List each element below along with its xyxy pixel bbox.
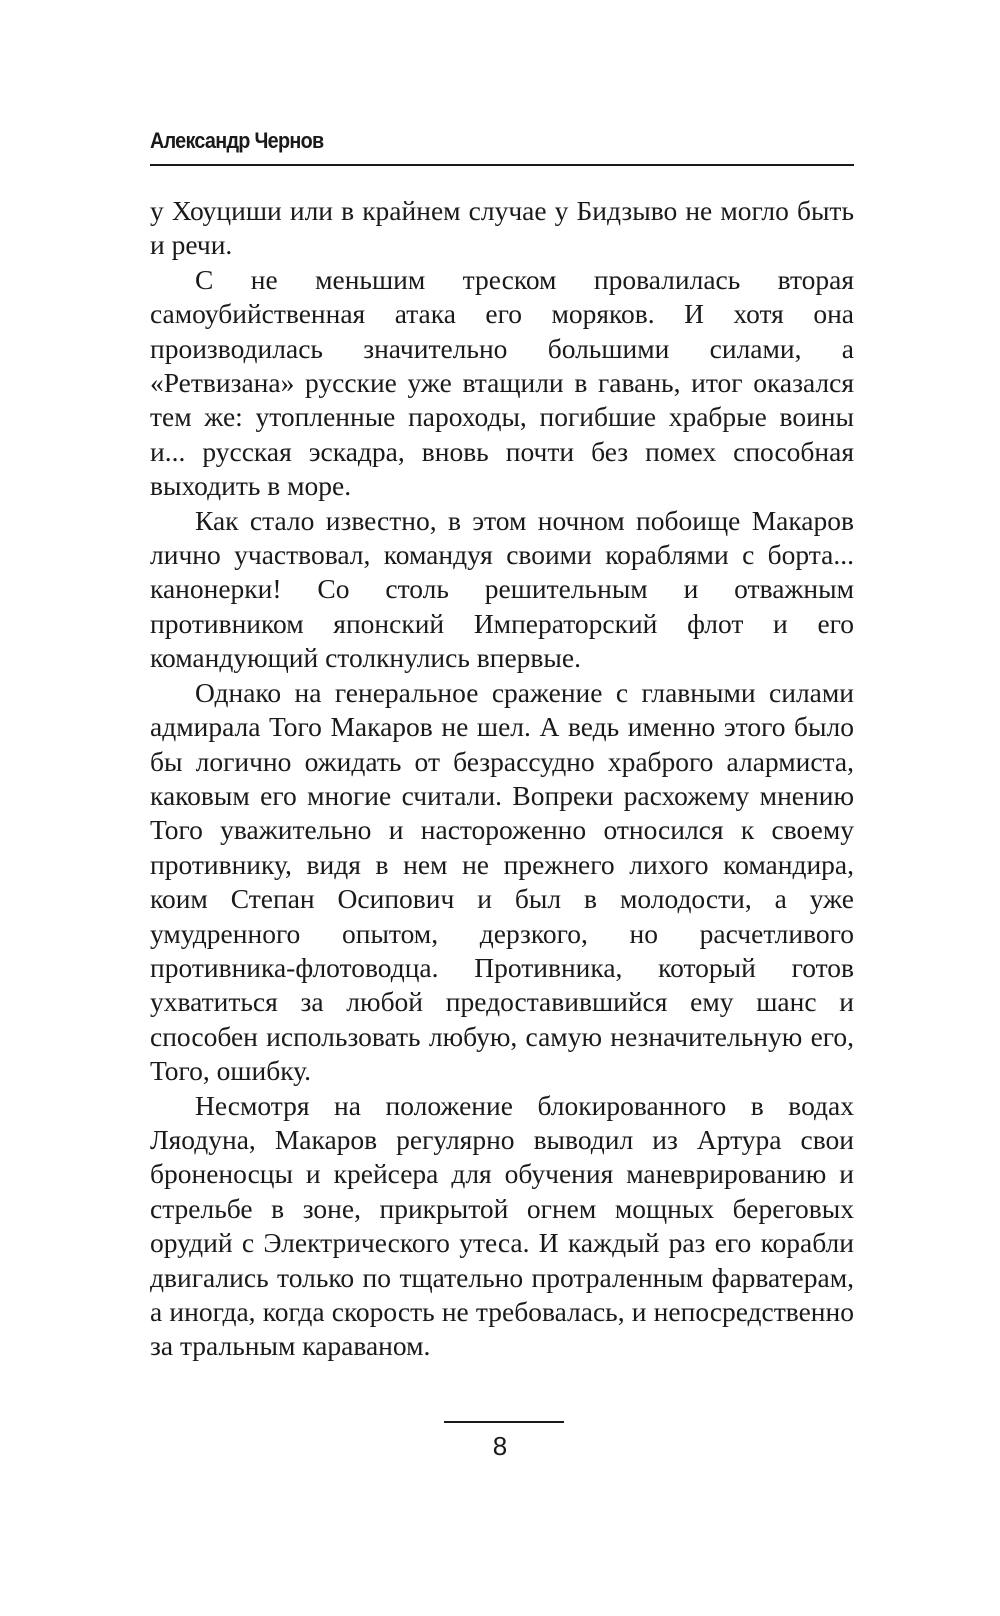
- paragraph-5: Несмотря на положение блокированного в водах Ляодуна, Макаров регулярно выводил из Артура свои броненосцы и крейсера для обучения маневрированию и стрельбе в зоне, прикрытой огнем мощных береговых орудий с Электрического утеса. И каждый раз его корабли двигались только по тщательно протраленным фарватерам, а иногда, когда скорость не требовалась, и непосредственно за тральным караваном.: [150, 1089, 854, 1362]
- page-number: 8: [492, 1431, 508, 1461]
- footer-rule: [444, 1421, 564, 1423]
- header-rule: [150, 164, 854, 166]
- paragraph-4: Однако на генеральное сражение с главными силами адмирала Того Макаров не шел. А ведь именно этого было бы логично ожидать от безрассудно храброго алармиста, каковым его многие считали. Вопреки расхожему мнению Того уважительно и настороженно относился к своему противнику, видя в нем не прежнего лихого командира, коим Степан Осипович и был в молодости, а уже умудренного опытом, дерзкого, но расчетливого противника-флотоводца. Противника, который готов ухватиться за любой предоставившийся ему шанс и способен использовать любую, самую незначительную его, Того, ошибку.: [150, 676, 854, 1087]
- paragraph-2: С не меньшим треском провалилась вторая самоубийственная атака его моряков. И хотя она производилась значительно большими силами, а «Ретвизана» русские уже втащили в гавань, итог оказался тем же: утопленные пароходы, погибшие храбрые воины и... русская эскадра, вновь почти без помех способная выходить в море.: [150, 263, 854, 502]
- running-head-author: Александр Чернов: [150, 128, 324, 153]
- paragraph-3: Как стало известно, в этом ночном побоище Макаров лично участвовал, командуя своими кораблями с борта... канонерки! Со столь решительным и отважным противником японский Императорский флот и его командующий столкнулись впервые.: [150, 504, 854, 674]
- body-text: [150, 194, 854, 1364]
- paragraph-1: у Хоуциши или в крайнем случае у Бидзыво не могло быть и речи.: [150, 195, 854, 261]
